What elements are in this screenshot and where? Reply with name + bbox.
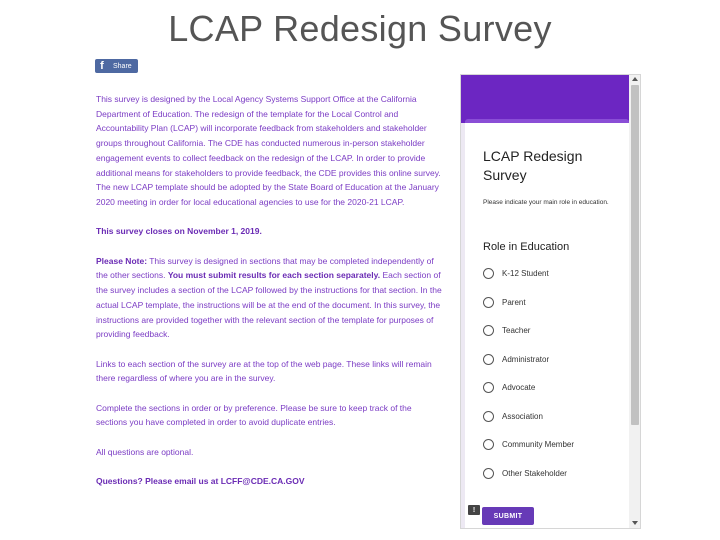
order-paragraph: Complete the sections in order or by preference. Please be sure to keep track of the sections you have completed in order to avoid duplicate entries. [96,402,412,428]
note-text-2: Each section of the survey includes a section of the LCAP followed by the instructions for that section. In the actual LCAP template, the instructions will be at the end of the document. In this survey, the instructions are provided together with the relevant section of the template for purposes of providing feedback. [96,270,442,340]
survey-description [96,92,442,504]
intro-paragraph: This survey is designed by the Local Agency Systems Support Office at the California Department of Education. The redesign of the template for the Local Control and Accountability Plan (LCAP) will incorporate feedback from stakeholders and stakeholder groups throughout California. The CDE has conducted numerous in-person stakeholder engagement events to collect feedback on the redesign of the LCAP. In order to provide additional means for stakeholders to provide feedback, the CDE provides this online survey. The new LCAP template should be adopted by the State Board of Education at the January 2020 meeting in order for local educational agencies to use for the 2020-21 LCAP. [96,94,441,207]
contact-email[interactable]: Questions? Please email us at LCFF@CDE.CA.GOV [96,476,305,487]
embedded-form [460,74,641,529]
radio-button[interactable] [483,411,494,422]
scroll-down-arrow-icon[interactable] [632,521,638,525]
report-abuse-icon[interactable]: ! [468,505,480,515]
option-parent[interactable]: Parent [483,296,526,308]
submit-button[interactable]: SUBMIT [482,507,534,525]
radio-button[interactable] [483,468,494,479]
option-association[interactable]: Association [483,410,543,422]
option-community-member[interactable]: Community Member [483,438,574,450]
form-title: LCAP Redesign Survey [483,148,583,183]
radio-button[interactable] [483,297,494,308]
option-teacher[interactable]: Teacher [483,324,530,336]
form-description: Please indicate your main role in education. [483,199,609,206]
form-card [465,119,629,529]
note-bold: You must submit results for each section separately. [167,270,381,281]
radio-button[interactable] [483,268,494,279]
scroll-thumb[interactable] [631,85,639,425]
radio-button[interactable] [483,325,494,336]
question-title: Role in Education [483,241,570,253]
radio-button[interactable] [483,354,494,365]
option-advocate[interactable]: Advocate [483,381,535,393]
form-scrollbar[interactable] [629,75,641,529]
facebook-icon: f [100,60,104,72]
option-other-stakeholder[interactable]: Other Stakeholder [483,467,567,479]
closing-date: This survey closes on November 1, 2019. [96,226,262,237]
note-paragraph [96,254,442,342]
facebook-share-button[interactable] [95,59,138,73]
radio-button[interactable] [483,439,494,450]
optional-paragraph: All questions are optional. [96,446,194,457]
note-text-1: This survey is designed in sections that may be completed independently of the other sections. [96,255,434,281]
links-paragraph: Links to each section of the survey are at the top of the web page. These links will remain there regardless of where you are in the survey. [96,358,432,384]
share-label: Share [113,62,132,70]
option-k12-student[interactable]: K-12 Student [483,267,549,279]
radio-button[interactable] [483,382,494,393]
page-title: LCAP Redesign Survey [168,8,552,49]
scroll-up-arrow-icon[interactable] [632,77,638,81]
form-header-band [461,75,629,123]
note-label: Please Note: [96,255,148,266]
option-administrator[interactable]: Administrator [483,353,549,365]
